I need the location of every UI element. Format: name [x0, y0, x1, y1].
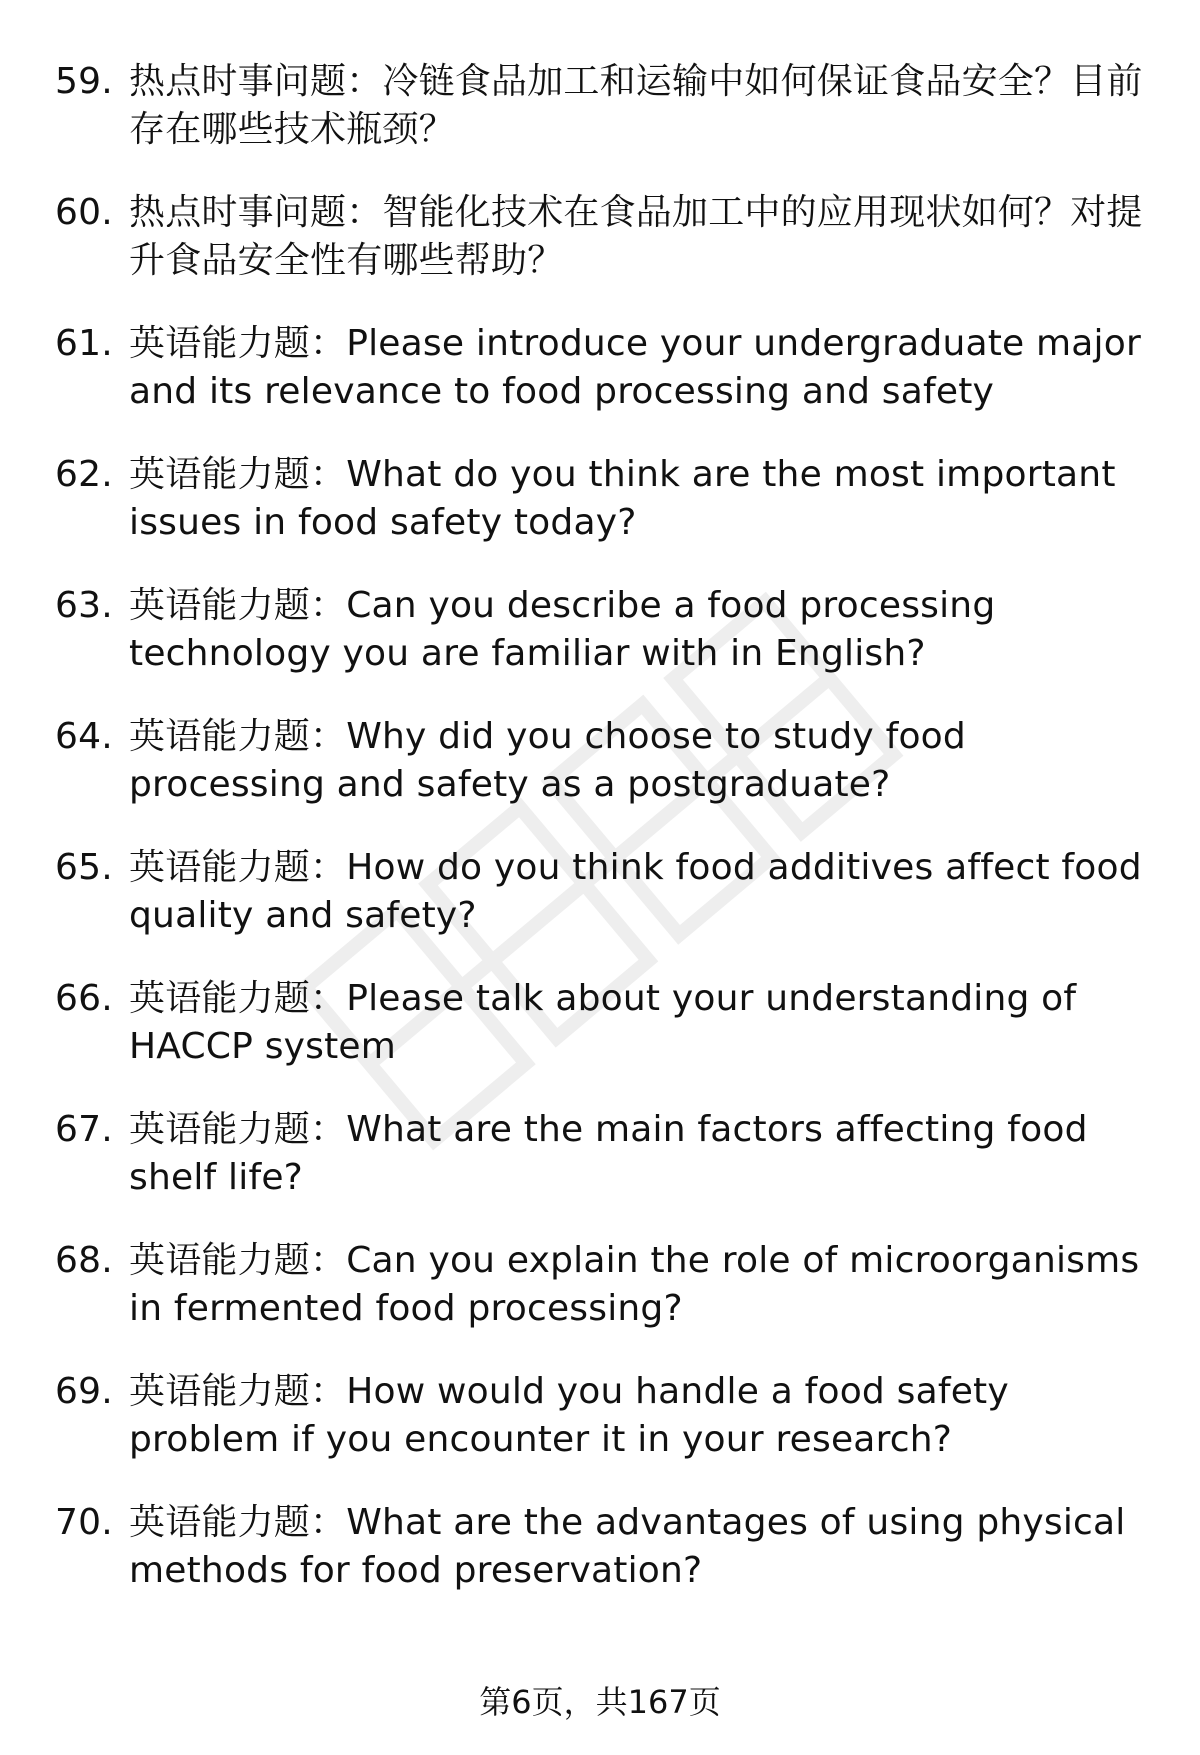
question-text: 英语能力题：Please talk about your understanding of HACCP system [129, 978, 1077, 1067]
page-indicator: 第6页，共167页 [479, 1683, 721, 1721]
question-number: 69. [55, 1371, 113, 1412]
question-number: 62. [55, 454, 113, 495]
question-text: 热点时事问题：冷链食品加工和运输中如何保证食品安全？目前存在哪些技术瓶颈？ [129, 61, 1143, 150]
question-number: 63. [55, 585, 113, 626]
question-item [55, 189, 1155, 285]
question-text: 热点时事问题：智能化技术在食品加工中的应用现状如何？对提升食品安全性有哪些帮助？ [129, 192, 1143, 281]
question-item [55, 451, 1155, 547]
question-number: 68. [55, 1240, 113, 1281]
question-text: 英语能力题：What are the main factors affecting food shelf life? [129, 1109, 1088, 1198]
question-item [55, 320, 1155, 416]
question-text: 英语能力题：Why did you choose to study food processing and safety as a postgraduate? [129, 716, 966, 805]
question-text: 英语能力题：What are the advantages of using physical methods for food preservation? [129, 1502, 1126, 1591]
question-item [55, 1106, 1155, 1202]
question-item [55, 713, 1155, 809]
question-number: 59. [55, 61, 113, 102]
question-item [55, 1237, 1155, 1333]
question-item [55, 58, 1155, 154]
question-text: 英语能力题：What do you think are the most important issues in food safety today? [129, 454, 1116, 543]
question-number: 70. [55, 1502, 113, 1543]
question-item [55, 582, 1155, 678]
question-number: 61. [55, 323, 113, 364]
question-number: 66. [55, 978, 113, 1019]
question-item [55, 844, 1155, 940]
question-text: 英语能力题：Can you explain the role of microorganisms in fermented food processing? [129, 1240, 1140, 1329]
question-number: 64. [55, 716, 113, 757]
question-text: 英语能力题：Can you describe a food processing technology you are familiar with in English? [129, 585, 996, 674]
question-text: 英语能力题：Please introduce your undergraduate major and its relevance to food processing and safety [129, 323, 1141, 412]
question-item [55, 1368, 1155, 1464]
question-text: 英语能力题：How do you think food additives affect food quality and safety? [129, 847, 1142, 936]
question-number: 60. [55, 192, 113, 233]
question-list [55, 58, 1155, 1630]
question-number: 67. [55, 1109, 113, 1150]
question-item [55, 1499, 1155, 1595]
question-item [55, 975, 1155, 1071]
question-text: 英语能力题：How would you handle a food safety problem if you encounter it in your research? [129, 1371, 1009, 1460]
question-number: 65. [55, 847, 113, 888]
